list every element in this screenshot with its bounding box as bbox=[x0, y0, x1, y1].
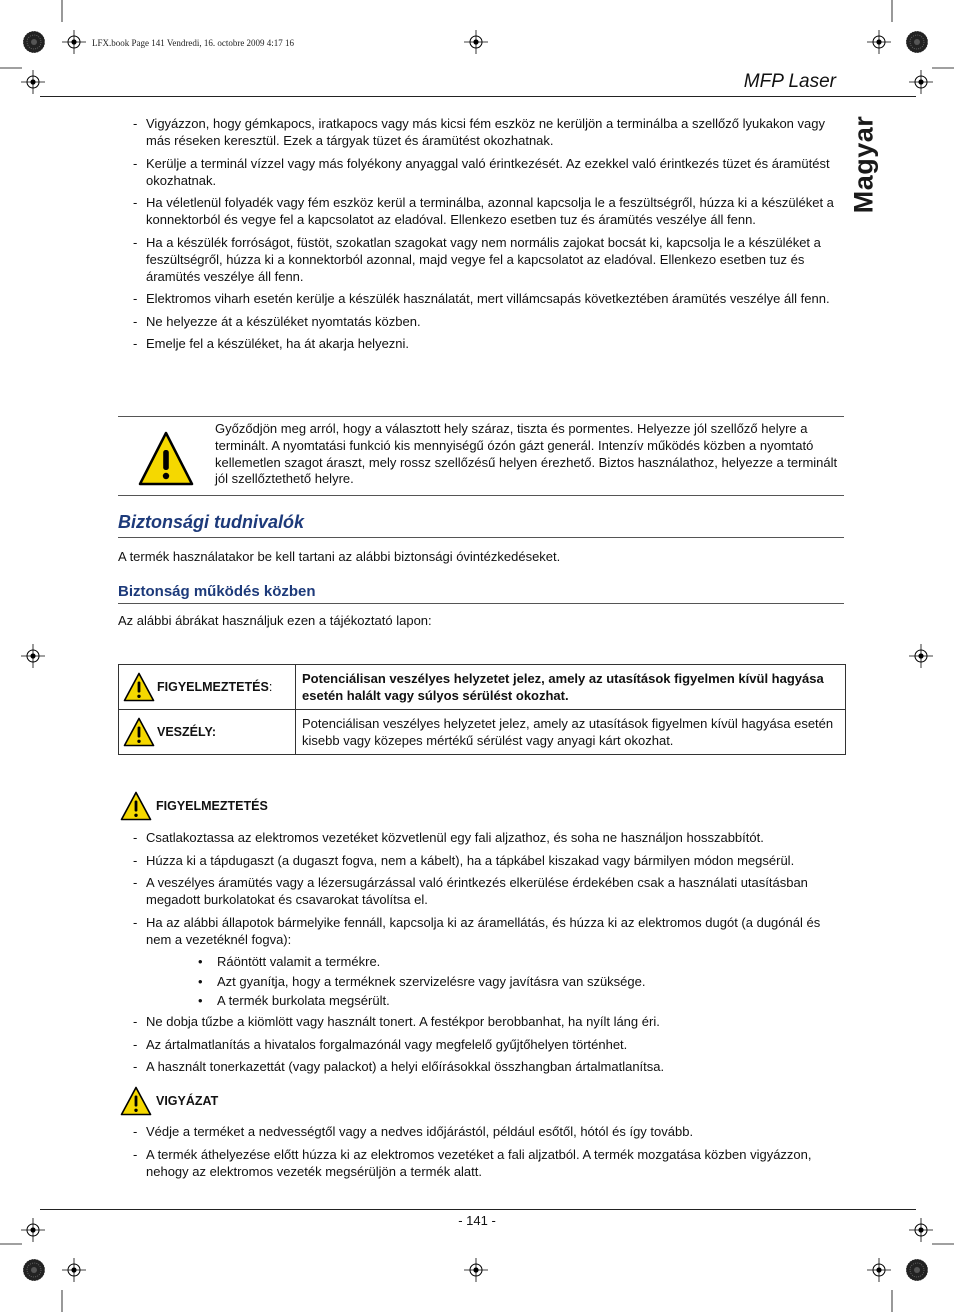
notice-bottom-rule bbox=[118, 495, 844, 496]
list-item: - A használt tonerkazettát (vagy palackot) a helyi előírásokkal összhangban ártalmatlanítsa. bbox=[118, 1058, 845, 1075]
page-number: - 141 - bbox=[458, 1213, 496, 1228]
section-title: Biztonsági tudnivalók bbox=[118, 512, 305, 532]
subsection-title-rule bbox=[118, 603, 844, 604]
legend-label-cell bbox=[119, 665, 296, 710]
list-item: - Védje a terméket a nedvességtől vagy a nedves időjárástól, például esőtől, hótól és így tovább. bbox=[118, 1123, 845, 1140]
warning-triangle-icon bbox=[138, 431, 194, 487]
warning-list-block bbox=[118, 829, 845, 1081]
list-item: • Azt gyanítja, hogy a terméknek szervizelésre vagy javításra van szüksége. bbox=[118, 973, 845, 990]
list-item: - Elektromos viharh esetén kerülje a készülék használatát, mert villámcsapás következtében áramütés veszélye áll fenn. bbox=[118, 290, 845, 307]
warning-list bbox=[118, 829, 845, 948]
subsection-title: Biztonság működés közben bbox=[118, 583, 316, 600]
legend-label: VESZÉLY: bbox=[157, 724, 217, 739]
warning-triangle-icon bbox=[123, 672, 155, 702]
warning-triangle-icon bbox=[123, 717, 155, 747]
warning-heading bbox=[120, 791, 268, 821]
list-item: - Vigyázzon, hogy gémkapocs, iratkapocs vagy más kicsi fém eszköz ne kerüljön a terminálba a szellőző lyukakon vagy más réseken keresztül. Ezek a tárgyak tüzet és áramütést okozhatnak. bbox=[118, 115, 845, 149]
list-item: - Ne helyezze át a készüléket nyomtatás közben. bbox=[118, 313, 845, 330]
table-row bbox=[119, 710, 846, 755]
list-item: - Csatlakoztassa az elektromos vezetéket közvetlenül egy fali aljzathoz, és soha ne használjon hosszabbítót. bbox=[118, 829, 845, 846]
list-item: - A veszélyes áramütés vagy a lézersugárzással való érintkezés elkerülése érdekében csak a használati utasításban megadott burkolatokat és csavarokat távolítsa el. bbox=[118, 874, 845, 908]
list-item: - Emelje fel a készüléket, ha át akarja helyezni. bbox=[118, 335, 845, 352]
list-item: • Ráöntött valamit a termékre. bbox=[118, 953, 845, 970]
caution-heading-label: VIGYÁZAT bbox=[156, 1094, 219, 1108]
list-item: - Ne dobja tűzbe a kiömlött vagy használt tonert. A festékpor berobbanhat, ha nyílt láng éri. bbox=[118, 1013, 845, 1030]
legend-label-suffix: : bbox=[268, 679, 273, 694]
list-item: • A termék burkolata megsérült. bbox=[118, 992, 845, 1009]
footer-rule bbox=[40, 1209, 916, 1210]
list-item: - A termék áthelyezése előtt húzza ki az elektromos vezetéket a fali aljzatból. A termék mozgatása közben vigyázzon, nehogy az elektromos vezeték megsérüljön a termék alatt. bbox=[118, 1146, 845, 1180]
list-item: - Ha véletlenül folyadék vagy fém eszköz kerül a terminálba, azonnal kapcsolja le a feszültségről, húzza ki a készüléket a konnektorból és vegye fel a kapcsolatot az eladóval. Ellenkezo esetben tuz és áramütés veszélye áll fenn. bbox=[118, 194, 845, 228]
intro-list-block bbox=[118, 115, 845, 358]
notice-text: Győződjön meg arról, hogy a választott hely száraz, tiszta és pormentes. Helyezze jól szellőző helyre a terminált. A nyomtatási funkció kis mennyiségű ózón gázt generál. Intenzív működés közben a nyomtató kellemetlen szagot áraszt, mely rossz szellőzésű helyen érezhető. Biztos használathoz, helyezze a terminált jól szellőztethető helyre. bbox=[215, 421, 838, 487]
list-item: - Húzza ki a tápdugaszt (a dugaszt fogva, nem a kábelt), ha a tápkábel kiszakad vagy bármilyen módon megsérül. bbox=[118, 852, 845, 869]
legend-description: Potenciálisan veszélyes helyzetet jelez, amely az utasítások figyelmen kívül hagyása esetén kisebb vagy közepes mértékű sérülést vagy anyagi kárt okozhat. bbox=[296, 710, 846, 755]
legend-description: Potenciálisan veszélyes helyzetet jelez, amely az utasítások figyelmen kívül hagyása esetén halált vagy súlyos sérülést okozhat. bbox=[296, 665, 846, 710]
section-title-rule bbox=[118, 537, 844, 538]
warning-list-continued bbox=[118, 1013, 845, 1075]
warning-heading-label: FIGYELMEZTETÉS bbox=[156, 799, 268, 813]
file-info: LFX.book Page 141 Vendredi, 16. octobre 2009 4:17 16 bbox=[92, 38, 295, 48]
language-tab-label: Magyar bbox=[848, 115, 879, 213]
legend-label-cell bbox=[119, 710, 296, 755]
list-item: - Az ártalmatlanítás a hivatalos forgalmazónál vagy megfelelő gyűjtőhelyen történhet. bbox=[118, 1036, 845, 1053]
caution-list bbox=[118, 1123, 845, 1180]
product-name: MFP Laser bbox=[743, 71, 836, 92]
list-item: - Ha a készülék forróságot, füstöt, szokatlan szagokat vagy nem normális zajokat bocsát ki, kapcsolja le a készüléket a feszültségről, húzza ki a konnektorból azonnal, majd vegye fel a kapcsolatot az eladóval. Ellenkezo esetben tuz és áramütés veszélye áll fenn. bbox=[118, 234, 845, 285]
notice-top-rule bbox=[118, 416, 844, 417]
list-item: - Ha az alábbi állapotok bármelyike fennáll, kapcsolja ki az áramellátás, és húzza ki az elektromos dugót (a dugónál és nem a vezetéknél fogva): bbox=[118, 914, 845, 948]
condition-list bbox=[118, 953, 845, 1009]
language-tab bbox=[848, 115, 879, 213]
intro-list bbox=[118, 115, 845, 352]
warning-triangle-icon bbox=[120, 1086, 152, 1116]
caution-heading bbox=[120, 1086, 218, 1116]
symbol-legend-table bbox=[118, 664, 846, 755]
caution-list-block bbox=[118, 1123, 845, 1185]
list-item: - Kerülje a terminál vízzel vagy más folyékony anyaggal való érintkezését. Az ezekkel való érintkezés tüzet és áramütést okozhatnak. bbox=[118, 155, 845, 189]
legend-label: FIGYELMEZTETÉS bbox=[157, 679, 269, 694]
section-intro: A termék használatakor be kell tartani az alábbi biztonsági óvintézkedéseket. bbox=[118, 549, 561, 564]
subsection-intro: Az alábbi ábrákat használjuk ezen a tájékoztató lapon: bbox=[118, 613, 432, 628]
warning-triangle-icon bbox=[120, 791, 152, 821]
header-rule bbox=[40, 96, 916, 97]
table-row bbox=[119, 665, 846, 710]
